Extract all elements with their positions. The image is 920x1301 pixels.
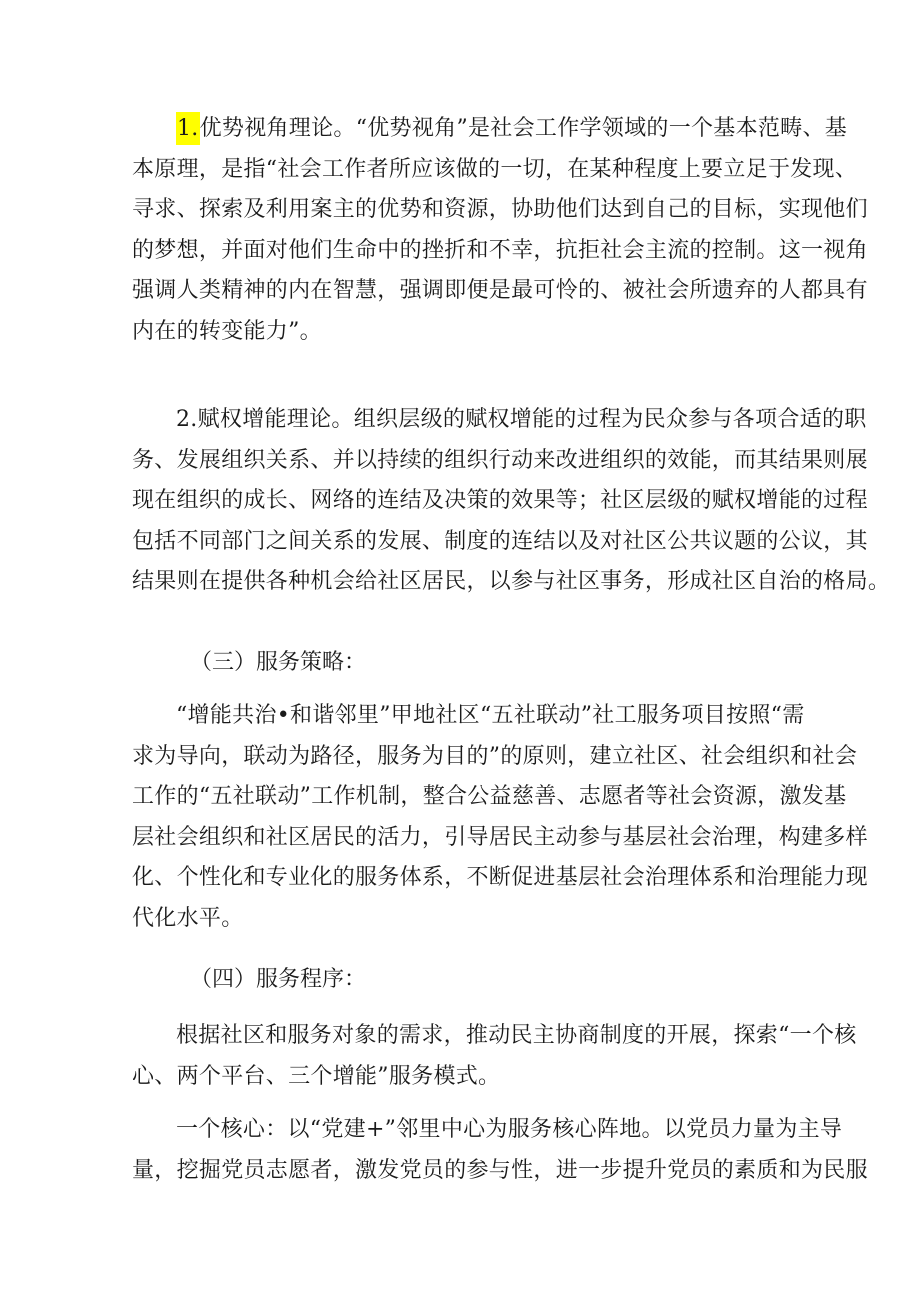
text-line: 务、发展组织关系、并以持续的组织行动来改进组织的效能，而其结果则展: [132, 447, 868, 473]
text-line: 本原理，是指“社会工作者所应该做的一切，在某种程度上要立足于发现、: [132, 156, 858, 182]
text-line: 量，挖掘党员志愿者，激发党员的参与性，进一步提升党员的素质和为民服: [132, 1157, 868, 1183]
text-line: 结果则在提供各种机会给社区居民，以参与社区事务，形成社区自治的格局。: [132, 569, 891, 594]
text-line: 心、两个平台、三个增能”服务模式。: [132, 1063, 501, 1089]
text-line: 化、个性化和专业化的服务体系，不断促进基层社会治理体系和治理能力现: [132, 865, 868, 890]
paragraph-one-core: [132, 1110, 868, 1191]
paragraph-service-procedure: [132, 1016, 857, 1097]
text-line: 一个核心：以“党建+”邻里中心为服务核心阵地。以党员力量为主导: [176, 1117, 843, 1142]
text-line: 内在的转变能力”。: [132, 318, 322, 344]
text-line: 1.优势视角理论。“优势视角”是社会工作学领域的一个基本范畴、基: [132, 109, 792, 150]
text-line: 代化水平。: [132, 905, 244, 931]
text-line: “增能共治•和谐邻里”甲地社区“五社联动”社工服务项目按照“需: [176, 703, 805, 728]
paragraph-strengths-perspective: [132, 109, 868, 352]
paragraph-service-strategy: [132, 696, 868, 939]
text-line: 的梦想，并面对他们生命中的挫折和不幸，抗拒社会主流的控制。这一视角: [132, 237, 868, 263]
text-line: 现在组织的成长、网络的连结及决策的效果等；社区层级的赋权增能的过程: [132, 488, 868, 513]
section-heading-service-strategy: （三）服务策略：: [190, 650, 367, 675]
text-line: 包括不同部门之间关系的发展、制度的连结以及对社区公共议题的公议，其: [132, 528, 868, 554]
text-line: 寻求、探索及利用案主的优势和资源，协助他们达到自己的目标，实现他们: [132, 197, 868, 222]
section-heading-service-procedure: （四）服务程序：: [190, 967, 367, 992]
text-line: 根据社区和服务对象的需求，推动民主协商制度的开展，探索“一个核: [176, 1023, 857, 1048]
text-line: 强调人类精神的内在智慧，强调即便是最可怜的、被社会所遗弃的人都具有: [132, 278, 868, 303]
text-line: 工作的“五社联动”工作机制，整合公益慈善、志愿者等社会资源，激发基: [132, 784, 847, 809]
paragraph-empowerment-theory: [132, 400, 891, 603]
text-line: 求为导向，联动为路径，服务为目的”的原则，建立社区、社会组织和社会: [132, 743, 858, 769]
highlighted-marker: 1.: [176, 112, 200, 145]
text-line: 层社会组织和社区居民的活力，引导居民主动参与基层社会治理，构建多样: [132, 824, 868, 850]
text-line: 2.赋权增能理论。组织层级的赋权增能的过程为民众参与各项合适的职: [176, 407, 867, 432]
